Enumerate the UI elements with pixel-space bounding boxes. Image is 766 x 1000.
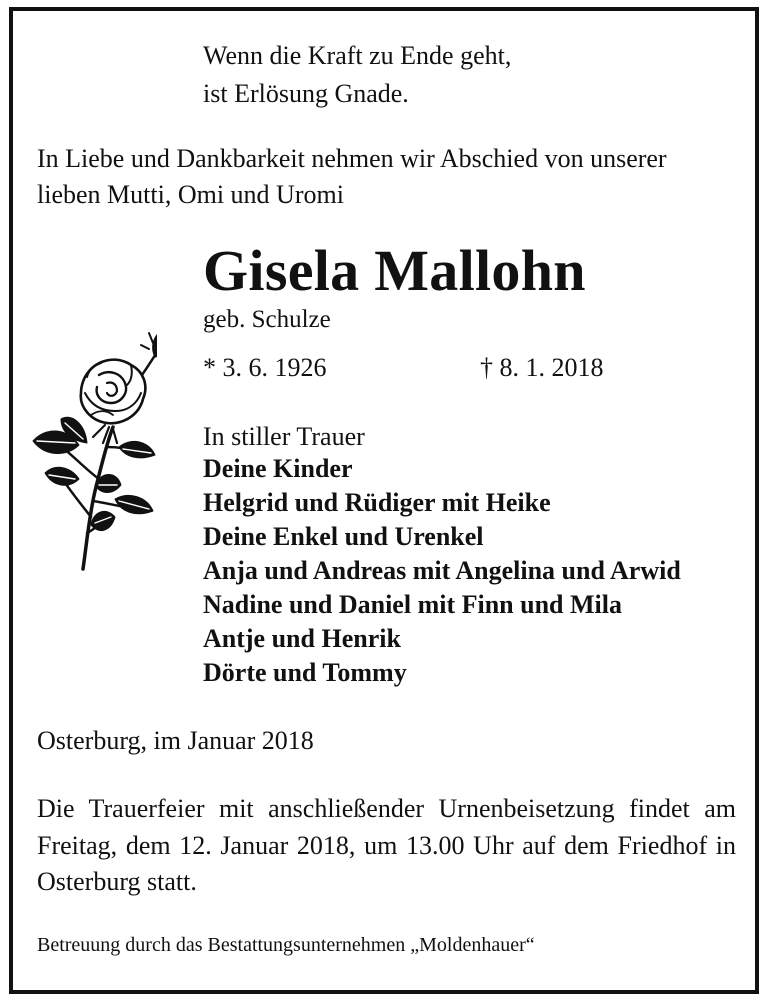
mourning-label: In stiller Trauer (203, 422, 365, 451)
intro-text (37, 141, 749, 213)
rose-icon (21, 319, 157, 573)
mourner-line: Helgrid und Rüdiger mit Heike (203, 488, 551, 517)
mourner-line: Dörte und Tommy (203, 658, 407, 687)
mourner-line: Deine Enkel und Urenkel (203, 522, 484, 551)
undertaker-note: Betreuung durch das Bestattungsunternehmen „Moldenhauer“ (37, 934, 535, 956)
quote-line: ist Erlösung Gnade. (203, 79, 409, 108)
mourner-line: Antje und Henrik (203, 624, 401, 653)
place-and-date: Osterburg, im Januar 2018 (37, 726, 314, 755)
intro-line: lieben Mutti, Omi und Uromi (37, 180, 344, 209)
mourners-list (203, 452, 681, 690)
birth-date: * 3. 6. 1926 (203, 353, 327, 382)
funeral-info: Die Trauerfeier mit anschließender Urnenbeisetzung findet am Freitag, dem 12. Januar 2018, um 13.00 Uhr auf dem Friedhof in Osterburg statt. (37, 794, 736, 896)
mourner-line: Deine Kinder (203, 454, 353, 483)
mourner-line: Anja und Andreas mit Angelina und Arwid (203, 556, 681, 585)
mourner-line: Nadine und Daniel mit Finn und Mila (203, 590, 622, 619)
maiden-name: geb. Schulze (203, 306, 331, 333)
quote (203, 37, 511, 113)
deceased-name: Gisela Mallohn (203, 238, 586, 303)
intro-line: In Liebe und Dankbarkeit nehmen wir Abschied von unserer (37, 144, 667, 173)
quote-line: Wenn die Kraft zu Ende geht, (203, 41, 512, 70)
death-date: † 8. 1. 2018 (480, 353, 604, 382)
obituary-notice (9, 7, 759, 994)
